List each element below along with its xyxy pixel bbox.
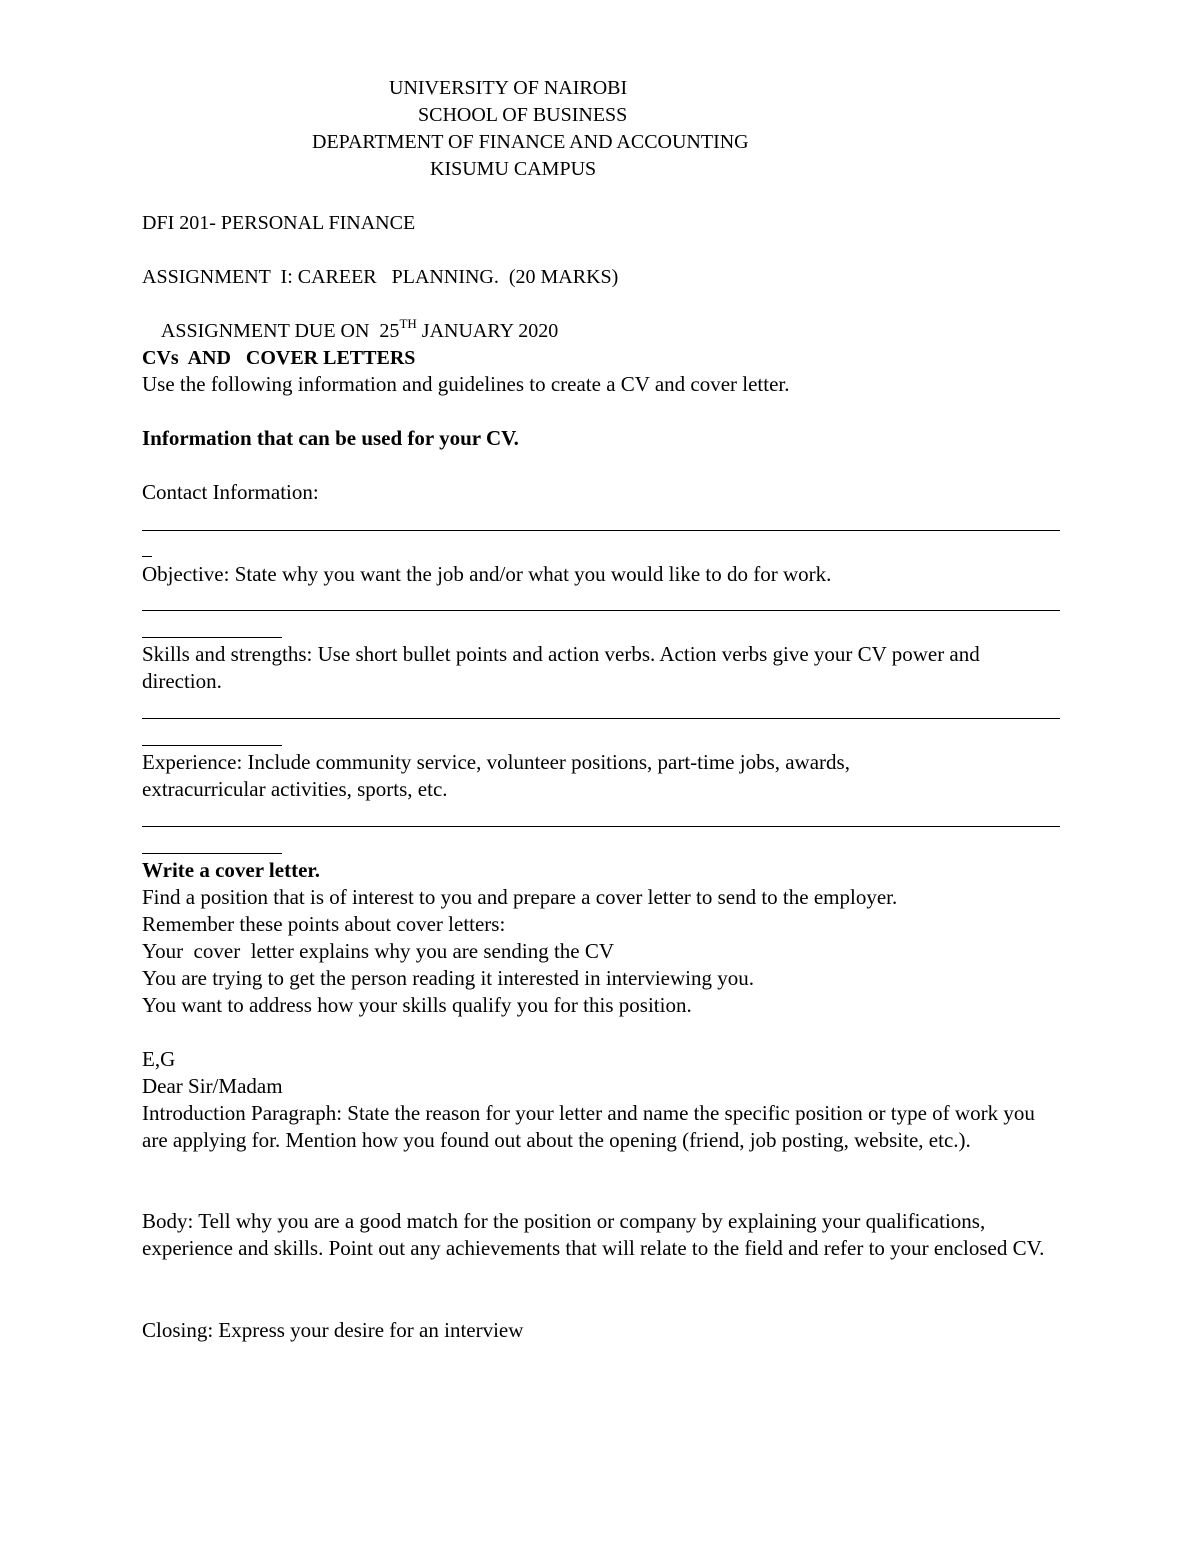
skills-line [142, 718, 1060, 719]
objective-line [142, 610, 1060, 611]
introduction-paragraph: Introduction Paragraph: State the reason for your letter and name the specific position or type of work you are applying for. Mention how you found out about the opening (friend, job posting, website, etc.). [142, 1101, 1035, 1152]
objective-line-tail [142, 637, 282, 638]
contact-line-tail [142, 556, 152, 557]
cover-letter-line: You want to address how your skills qualify you for this position. [142, 993, 692, 1017]
contact-line [142, 530, 1060, 531]
salutation: Dear Sir/Madam [142, 1074, 283, 1098]
assignment-due-superscript: TH [399, 316, 417, 331]
assignment-title: ASSIGNMENT I: CAREER PLANNING. (20 MARKS) [142, 266, 619, 288]
skills-label: Skills and strengths: Use short bullet points and action verbs. Action verbs give your CV power and direction. [142, 642, 980, 693]
department-name: DEPARTMENT OF FINANCE AND ACCOUNTING [312, 131, 749, 153]
assignment-due-suffix: JANUARY 2020 [416, 320, 559, 342]
cv-info-heading: Information that can be used for your CV. [142, 426, 519, 450]
closing-paragraph: Closing: Express your desire for an interview [142, 1318, 524, 1342]
contact-information-label: Contact Information: [142, 480, 319, 504]
cover-letter-line: Find a position that is of interest to you and prepare a cover letter to send to the employer. [142, 885, 898, 909]
assignment-due-prefix: ASSIGNMENT DUE ON 25 [160, 320, 400, 342]
cv-section-intro: Use the following information and guidelines to create a CV and cover letter. [142, 372, 790, 396]
cover-letter-line: Remember these points about cover letters: [142, 912, 506, 936]
cover-letter-line: Your cover letter explains why you are sending the CV [142, 939, 615, 963]
body-paragraph: Body: Tell why you are a good match for the position or company by explaining your qualifications, experience and skills. Point out any achievements that will relate to the field and refer to your enclosed CV. [142, 1209, 1045, 1260]
experience-line-tail [142, 853, 282, 854]
university-name: UNIVERSITY OF NAIROBI [389, 77, 628, 99]
experience-line [142, 826, 1060, 827]
cv-section-heading: CVs AND COVER LETTERS [142, 347, 416, 369]
example-label: E,G [142, 1047, 176, 1071]
skills-line-tail [142, 745, 282, 746]
objective-label: Objective: State why you want the job and/or what you would like to do for work. [142, 562, 832, 586]
course-title: DFI 201- PERSONAL FINANCE [142, 212, 416, 234]
school-name: SCHOOL OF BUSINESS [418, 104, 628, 126]
experience-label: Experience: Include community service, volunteer positions, part-time jobs, awards, extracurricular activities, sports, etc. [142, 750, 850, 801]
cover-letter-heading: Write a cover letter. [142, 858, 321, 882]
campus-name: KISUMU CAMPUS [430, 158, 597, 180]
cover-letter-line: You are trying to get the person reading it interested in interviewing you. [142, 966, 754, 990]
